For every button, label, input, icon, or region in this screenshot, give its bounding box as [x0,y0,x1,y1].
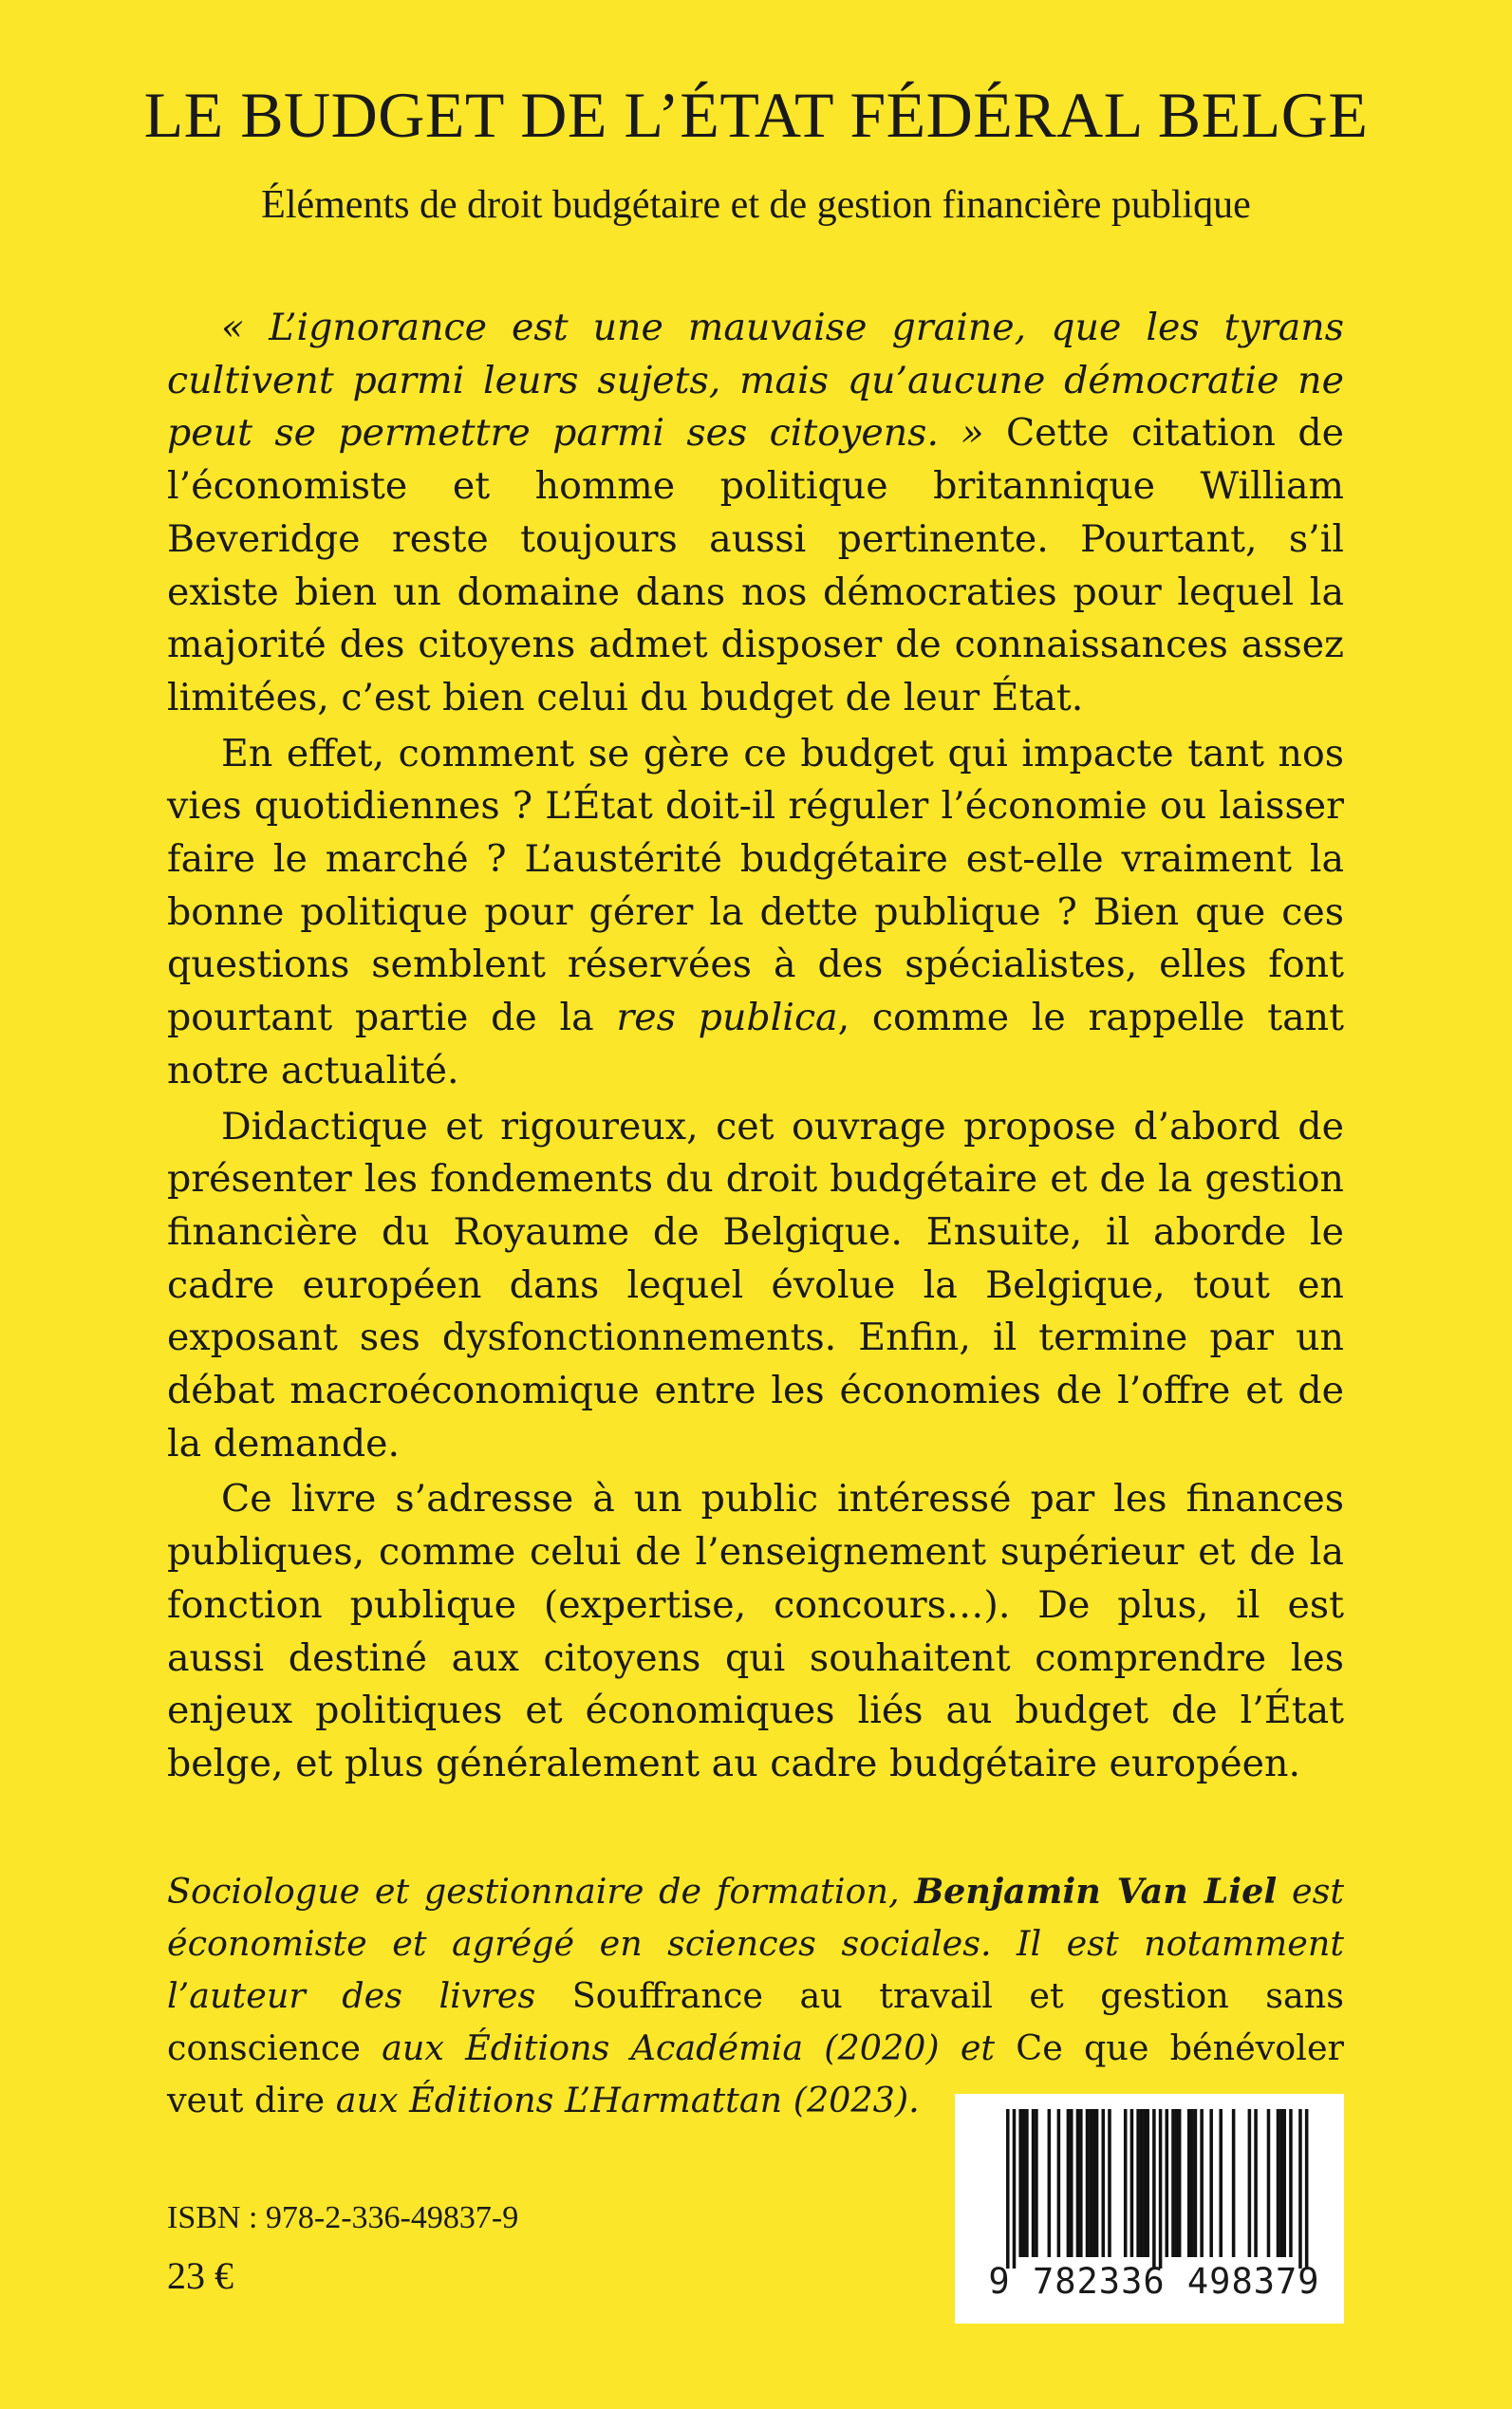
barcode-bar [1013,2109,1017,2269]
barcode-bar [1178,2109,1182,2257]
beveridge-quote: « L’ignorance est une mauvaise graine, que les tyrans cultivent parmi leurs sujets, mais qu’aucune démocratie ne peut se permettre parmi ses citoyens. » [167,306,1344,456]
author-publisher-2: aux Éditions L’Harmattan (2023). [325,2080,920,2120]
blurb-paragraph-2-end: , comme le rappelle tant notre actualité. [167,996,1344,1092]
blurb-paragraph-4: Ce livre s’adresse à un public intéressé par les finances publiques, comme celui de l’enseignement supérieur et de la fonction publique (expertise, concours…). De plus, il est aussi destiné aux citoyens qui souhaitent comprendre les enjeux politiques et économiques liés au budget de l’État belge, et plus généralement au cadre budgétaire européen. [167,1477,1344,1785]
barcode-bar [1035,2109,1038,2257]
blurb-paragraph-1 [167,302,1344,725]
author-bio [167,1865,1344,2126]
barcode-bar [1175,2109,1179,2257]
author-mid: est économiste et agrégé en sciences sociales. Il est notamment l’auteur des livres [167,1871,1344,2016]
author-intro: Sociologue et gestionnaire de formation, [167,1871,915,1912]
barcode-bar [1025,2109,1029,2257]
res-publica: res publica [616,996,838,1040]
book-subtitle: Éléments de droit budgétaire et de gestion financière publique [261,183,1251,227]
barcode-bar [1079,2109,1083,2257]
barcode-digits: 9 782336 498379 [988,2261,1320,2302]
barcode-bar [1102,2109,1106,2257]
author-book-1: Souffrance au travail et gestion sans conscience [167,1975,1344,2068]
barcode-bar [1140,2109,1144,2257]
barcode-bar [1048,2109,1052,2257]
barcode-bar [1289,2109,1293,2257]
barcode-bar [1159,2109,1163,2269]
price: 23 € [167,2254,233,2297]
barcode-bar [1070,2109,1073,2257]
barcode-bar [1200,2109,1204,2257]
author-publisher-1: aux Éditions Académia (2020) et [360,2027,1017,2068]
barcode-bar [1092,2109,1095,2257]
barcode-bar [1267,2109,1271,2257]
barcode-bar [1305,2109,1309,2269]
blurb-paragraph-2 [167,728,1344,1098]
author-name: Benjamin Van Liel [914,1871,1278,1912]
barcode-bar [1130,2109,1134,2257]
barcode-bar [1086,2109,1090,2257]
barcode-bar [1166,2109,1169,2257]
barcode-bar [1232,2109,1236,2257]
barcode-bar [1171,2109,1175,2257]
barcode-bar [1006,2109,1010,2269]
barcode-bar [1143,2109,1147,2257]
barcode-bar [1282,2109,1286,2257]
isbn: ISBN : 978-2-336-49837-9 [167,2200,519,2235]
barcode-bar [1022,2109,1026,2257]
barcode-bar [1219,2109,1223,2257]
barcode-bar [1124,2109,1128,2257]
blurb-paragraph-3: Didactique et rigoureux, cet ouvrage propose d’abord de présenter les fondements du droit budgétaire et de la gestion financière du Royaume de Belgique. Ensuite, il aborde le cadre européen dans lequel évolue la Belgique, tout en exposant ses dysfonctionnements. Enfin, il termine par un débat macroéconomique entre les économies de l’offre et de la demande. [167,1104,1344,1466]
barcode-bar [1146,2109,1149,2257]
barcode-bar [1076,2109,1080,2257]
barcode-bar [1067,2109,1071,2257]
barcode-bar [1190,2109,1194,2257]
book-title: LE BUDGET DE L’ÉTAT FÉDÉRAL BELGE [143,79,1369,151]
barcode [955,2094,1344,2324]
barcode-bar [1032,2109,1036,2257]
barcode-bar [1248,2109,1252,2257]
author-book-2: Ce que bénévoler veut dire [167,2027,1344,2120]
barcode-bar [1089,2109,1092,2257]
barcode-bar [1057,2109,1061,2257]
blurb-paragraph-2-start: En effet, comment se gère ce budget qui impacte tant nos vies quotidiennes ? L’État doit-il réguler l’économie ou laisser faire le marché ? L’austérité budgétaire est-elle vraiment la bonne politique pour gérer la dette publique ? Bien que ces questions semblent réservées à des spécialistes, elles font pourtant partie de la [167,731,1344,1040]
barcode-bar [1279,2109,1283,2257]
barcode-bar [1209,2109,1213,2257]
blurb [167,302,1344,1794]
barcode-bar [1136,2109,1140,2257]
barcode-bar [1152,2109,1156,2269]
barcode-bar [1298,2109,1302,2269]
barcode-bar [1187,2109,1191,2257]
barcode-bar [1018,2109,1022,2257]
barcode-bar [1194,2109,1198,2257]
barcode-bar [1277,2109,1280,2257]
barcode-bar [1254,2109,1258,2257]
barcode-bar [1108,2109,1111,2257]
blurb-paragraph-1-text: Cette citation de l’économiste et homme politique britannique William Beveridge reste toujours aussi pertinente. Pourtant, s’il existe bien un domaine dans nos démocraties pour lequel la majorité des citoyens admet disposer de connaissances assez limitées, c’est bien celui du budget de leur État. [167,411,1344,719]
barcode-bar [1095,2109,1099,2257]
